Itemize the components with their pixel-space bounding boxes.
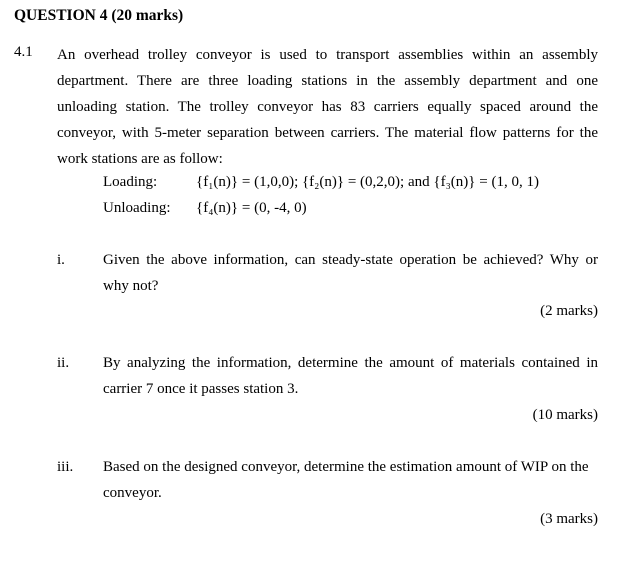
subquestion-marks: (3 marks): [540, 511, 598, 527]
subquestion-number: iii.: [57, 459, 74, 475]
question-number: 4.1: [14, 44, 33, 60]
intro-line: conveyor, with 5-meter separation between carriers. The material flow patterns for the: [57, 125, 598, 141]
loading-label: Loading:: [103, 174, 158, 190]
subquestion-text: [103, 247, 598, 299]
intro-line: work stations are as follow:: [57, 151, 223, 167]
subquestion-number: i.: [57, 252, 65, 268]
question-intro: [57, 42, 598, 172]
subquestion-marks: (2 marks): [540, 303, 598, 319]
subquestion-text: [103, 454, 598, 506]
subquestion-line: By analyzing the information, determine the amount of materials contained in: [103, 355, 598, 371]
subquestion-line: why not?: [103, 278, 159, 294]
intro-line: unloading station. The trolley conveyor has 83 carriers equally spaced around the: [57, 99, 598, 115]
subquestion-line: conveyor.: [103, 485, 162, 501]
question-title: QUESTION 4 (20 marks): [14, 7, 184, 24]
subquestion-marks: (10 marks): [532, 407, 598, 423]
subquestion-line: carrier 7 once it passes station 3.: [103, 381, 299, 397]
intro-line: department. There are three loading stations in the assembly department and one: [57, 73, 598, 89]
loading-flows: {f₁(n)} = (1,0,0); {f₂(n)} = (0,2,0); and {f₃(n)} = (1, 0, 1): [196, 174, 539, 190]
subquestion-number: ii.: [57, 355, 70, 371]
unloading-flows: {f₄(n)} = (0, -4, 0): [196, 200, 307, 216]
unloading-label: Unloading:: [103, 200, 171, 216]
subquestion-text: [103, 350, 598, 402]
subquestion-line: Given the above information, can steady-state operation be achieved? Why or: [103, 252, 598, 268]
subquestion-line: Based on the designed conveyor, determine the estimation amount of WIP on the: [103, 459, 589, 475]
intro-line: An overhead trolley conveyor is used to transport assemblies within an assembly: [57, 47, 598, 63]
